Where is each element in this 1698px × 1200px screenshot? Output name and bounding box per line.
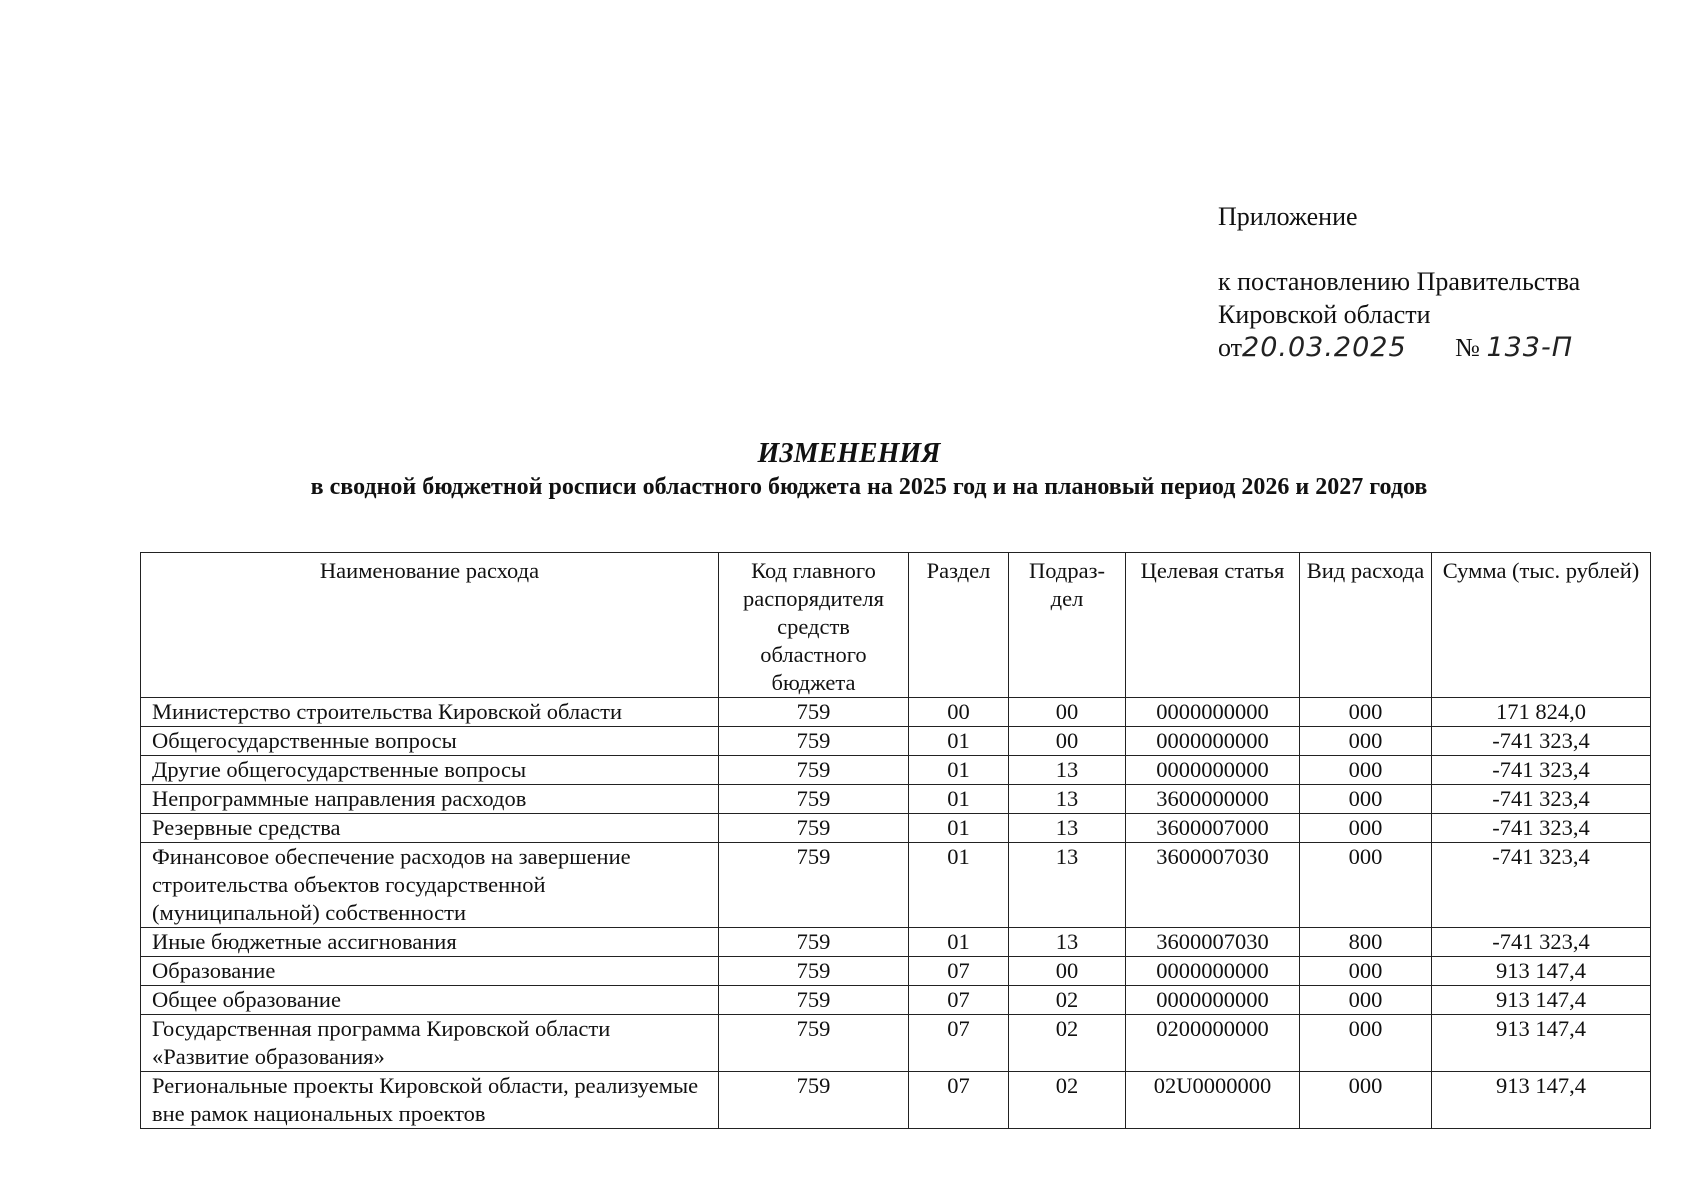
cell-target: 3600000000 [1126, 785, 1300, 814]
cell-target: 0000000000 [1126, 957, 1300, 986]
cell-target: 3600007000 [1126, 814, 1300, 843]
number-prefix: № [1455, 333, 1480, 362]
table-row [141, 986, 1651, 1015]
cell-amount: 913 147,4 [1432, 1015, 1651, 1072]
cell-section: 01 [909, 814, 1009, 843]
cell-code: 759 [719, 1072, 909, 1129]
cell-expense-type: 000 [1300, 785, 1432, 814]
cell-amount: -741 323,4 [1432, 727, 1651, 756]
cell-target: 3600007030 [1126, 928, 1300, 957]
header-amount: Сумма (тыс. рублей) [1432, 553, 1651, 698]
cell-expense-type: 000 [1300, 843, 1432, 928]
cell-expense-type: 000 [1300, 698, 1432, 727]
table-row [141, 1015, 1651, 1072]
cell-code: 759 [719, 928, 909, 957]
cell-name: Общее образование [141, 986, 719, 1015]
cell-expense-type: 000 [1300, 1072, 1432, 1129]
cell-section: 07 [909, 1015, 1009, 1072]
cell-subsection: 00 [1009, 957, 1126, 986]
cell-expense-type: 000 [1300, 1015, 1432, 1072]
cell-code: 759 [719, 986, 909, 1015]
cell-code: 759 [719, 843, 909, 928]
appendix-line-1: к постановлению Правительства [1218, 267, 1581, 296]
appendix-block [1218, 200, 1580, 364]
cell-section: 01 [909, 843, 1009, 928]
cell-section: 07 [909, 1072, 1009, 1129]
table-row [141, 928, 1651, 957]
cell-code: 759 [719, 756, 909, 785]
table-row [141, 957, 1651, 986]
cell-code: 759 [719, 727, 909, 756]
appendix-date-line [1218, 331, 1580, 364]
cell-subsection: 02 [1009, 986, 1126, 1015]
cell-subsection: 13 [1009, 814, 1126, 843]
cell-target: 0000000000 [1126, 756, 1300, 785]
cell-code: 759 [719, 1015, 909, 1072]
cell-name: Другие общегосударственные вопросы [141, 756, 719, 785]
cell-name: Общегосударственные вопросы [141, 727, 719, 756]
cell-section: 01 [909, 928, 1009, 957]
cell-section: 01 [909, 756, 1009, 785]
cell-name: Непрограммные направления расходов [141, 785, 719, 814]
table-row [141, 756, 1651, 785]
table-row [141, 843, 1651, 928]
cell-name: Региональные проекты Кировской области, реализуемые вне рамок национальных проектов [141, 1072, 719, 1129]
cell-code: 759 [719, 814, 909, 843]
appendix-line-2: Кировской области [1218, 300, 1431, 329]
handwritten-date: 20.03.2025 [1242, 332, 1407, 363]
table-row [141, 727, 1651, 756]
cell-code: 759 [719, 698, 909, 727]
appendix-title: Приложение [1218, 202, 1358, 231]
cell-amount: -741 323,4 [1432, 814, 1651, 843]
cell-subsection: 00 [1009, 698, 1126, 727]
cell-target: 02U0000000 [1126, 1072, 1300, 1129]
date-prefix: от [1218, 333, 1243, 362]
table-row [141, 785, 1651, 814]
cell-subsection: 02 [1009, 1072, 1126, 1129]
cell-expense-type: 000 [1300, 814, 1432, 843]
cell-name: Государственная программа Кировской области «Развитие образования» [141, 1015, 719, 1072]
cell-amount: 171 824,0 [1432, 698, 1651, 727]
cell-expense-type: 000 [1300, 727, 1432, 756]
cell-target: 3600007030 [1126, 843, 1300, 928]
cell-expense-type: 000 [1300, 986, 1432, 1015]
cell-expense-type: 000 [1300, 756, 1432, 785]
cell-amount: 913 147,4 [1432, 1072, 1651, 1129]
cell-name: Образование [141, 957, 719, 986]
header-target: Целевая статья [1126, 553, 1300, 698]
cell-amount: -741 323,4 [1432, 843, 1651, 928]
budget-table [140, 552, 1651, 1129]
cell-section: 01 [909, 727, 1009, 756]
cell-name: Министерство строительства Кировской области [141, 698, 719, 727]
table-header-row [141, 553, 1651, 698]
cell-code: 759 [719, 957, 909, 986]
cell-target: 0000000000 [1126, 986, 1300, 1015]
header-subsection: Подраз-дел [1009, 553, 1126, 698]
handwritten-number: 133-П [1486, 332, 1574, 363]
table-row [141, 814, 1651, 843]
cell-subsection: 13 [1009, 928, 1126, 957]
cell-amount: -741 323,4 [1432, 756, 1651, 785]
cell-expense-type: 000 [1300, 957, 1432, 986]
document-title: ИЗМЕНЕНИЯ [757, 438, 941, 469]
header-section: Раздел [909, 553, 1009, 698]
cell-subsection: 02 [1009, 1015, 1126, 1072]
cell-amount: -741 323,4 [1432, 785, 1651, 814]
cell-subsection: 13 [1009, 843, 1126, 928]
cell-target: 0200000000 [1126, 1015, 1300, 1072]
cell-subsection: 13 [1009, 756, 1126, 785]
document-subtitle: в сводной бюджетной росписи областного бюджета на 2025 год и на плановый период 2026 и 2027 годов [310, 474, 1428, 500]
cell-section: 07 [909, 986, 1009, 1015]
cell-subsection: 00 [1009, 727, 1126, 756]
cell-name: Финансовое обеспечение расходов на завершение строительства объектов государственной (муниципальной) собственности [141, 843, 719, 928]
cell-section: 01 [909, 785, 1009, 814]
cell-section: 07 [909, 957, 1009, 986]
header-expense-type: Вид расхода [1300, 553, 1432, 698]
cell-name: Резервные средства [141, 814, 719, 843]
cell-amount: -741 323,4 [1432, 928, 1651, 957]
cell-target: 0000000000 [1126, 698, 1300, 727]
cell-expense-type: 800 [1300, 928, 1432, 957]
header-code: Код главного распорядителя средств областного бюджета [719, 553, 909, 698]
cell-subsection: 13 [1009, 785, 1126, 814]
cell-section: 00 [909, 698, 1009, 727]
cell-amount: 913 147,4 [1432, 986, 1651, 1015]
cell-code: 759 [719, 785, 909, 814]
cell-name: Иные бюджетные ассигнования [141, 928, 719, 957]
header-name: Наименование расхода [141, 553, 719, 698]
table-row [141, 698, 1651, 727]
table-row [141, 1072, 1651, 1129]
cell-amount: 913 147,4 [1432, 957, 1651, 986]
cell-target: 0000000000 [1126, 727, 1300, 756]
